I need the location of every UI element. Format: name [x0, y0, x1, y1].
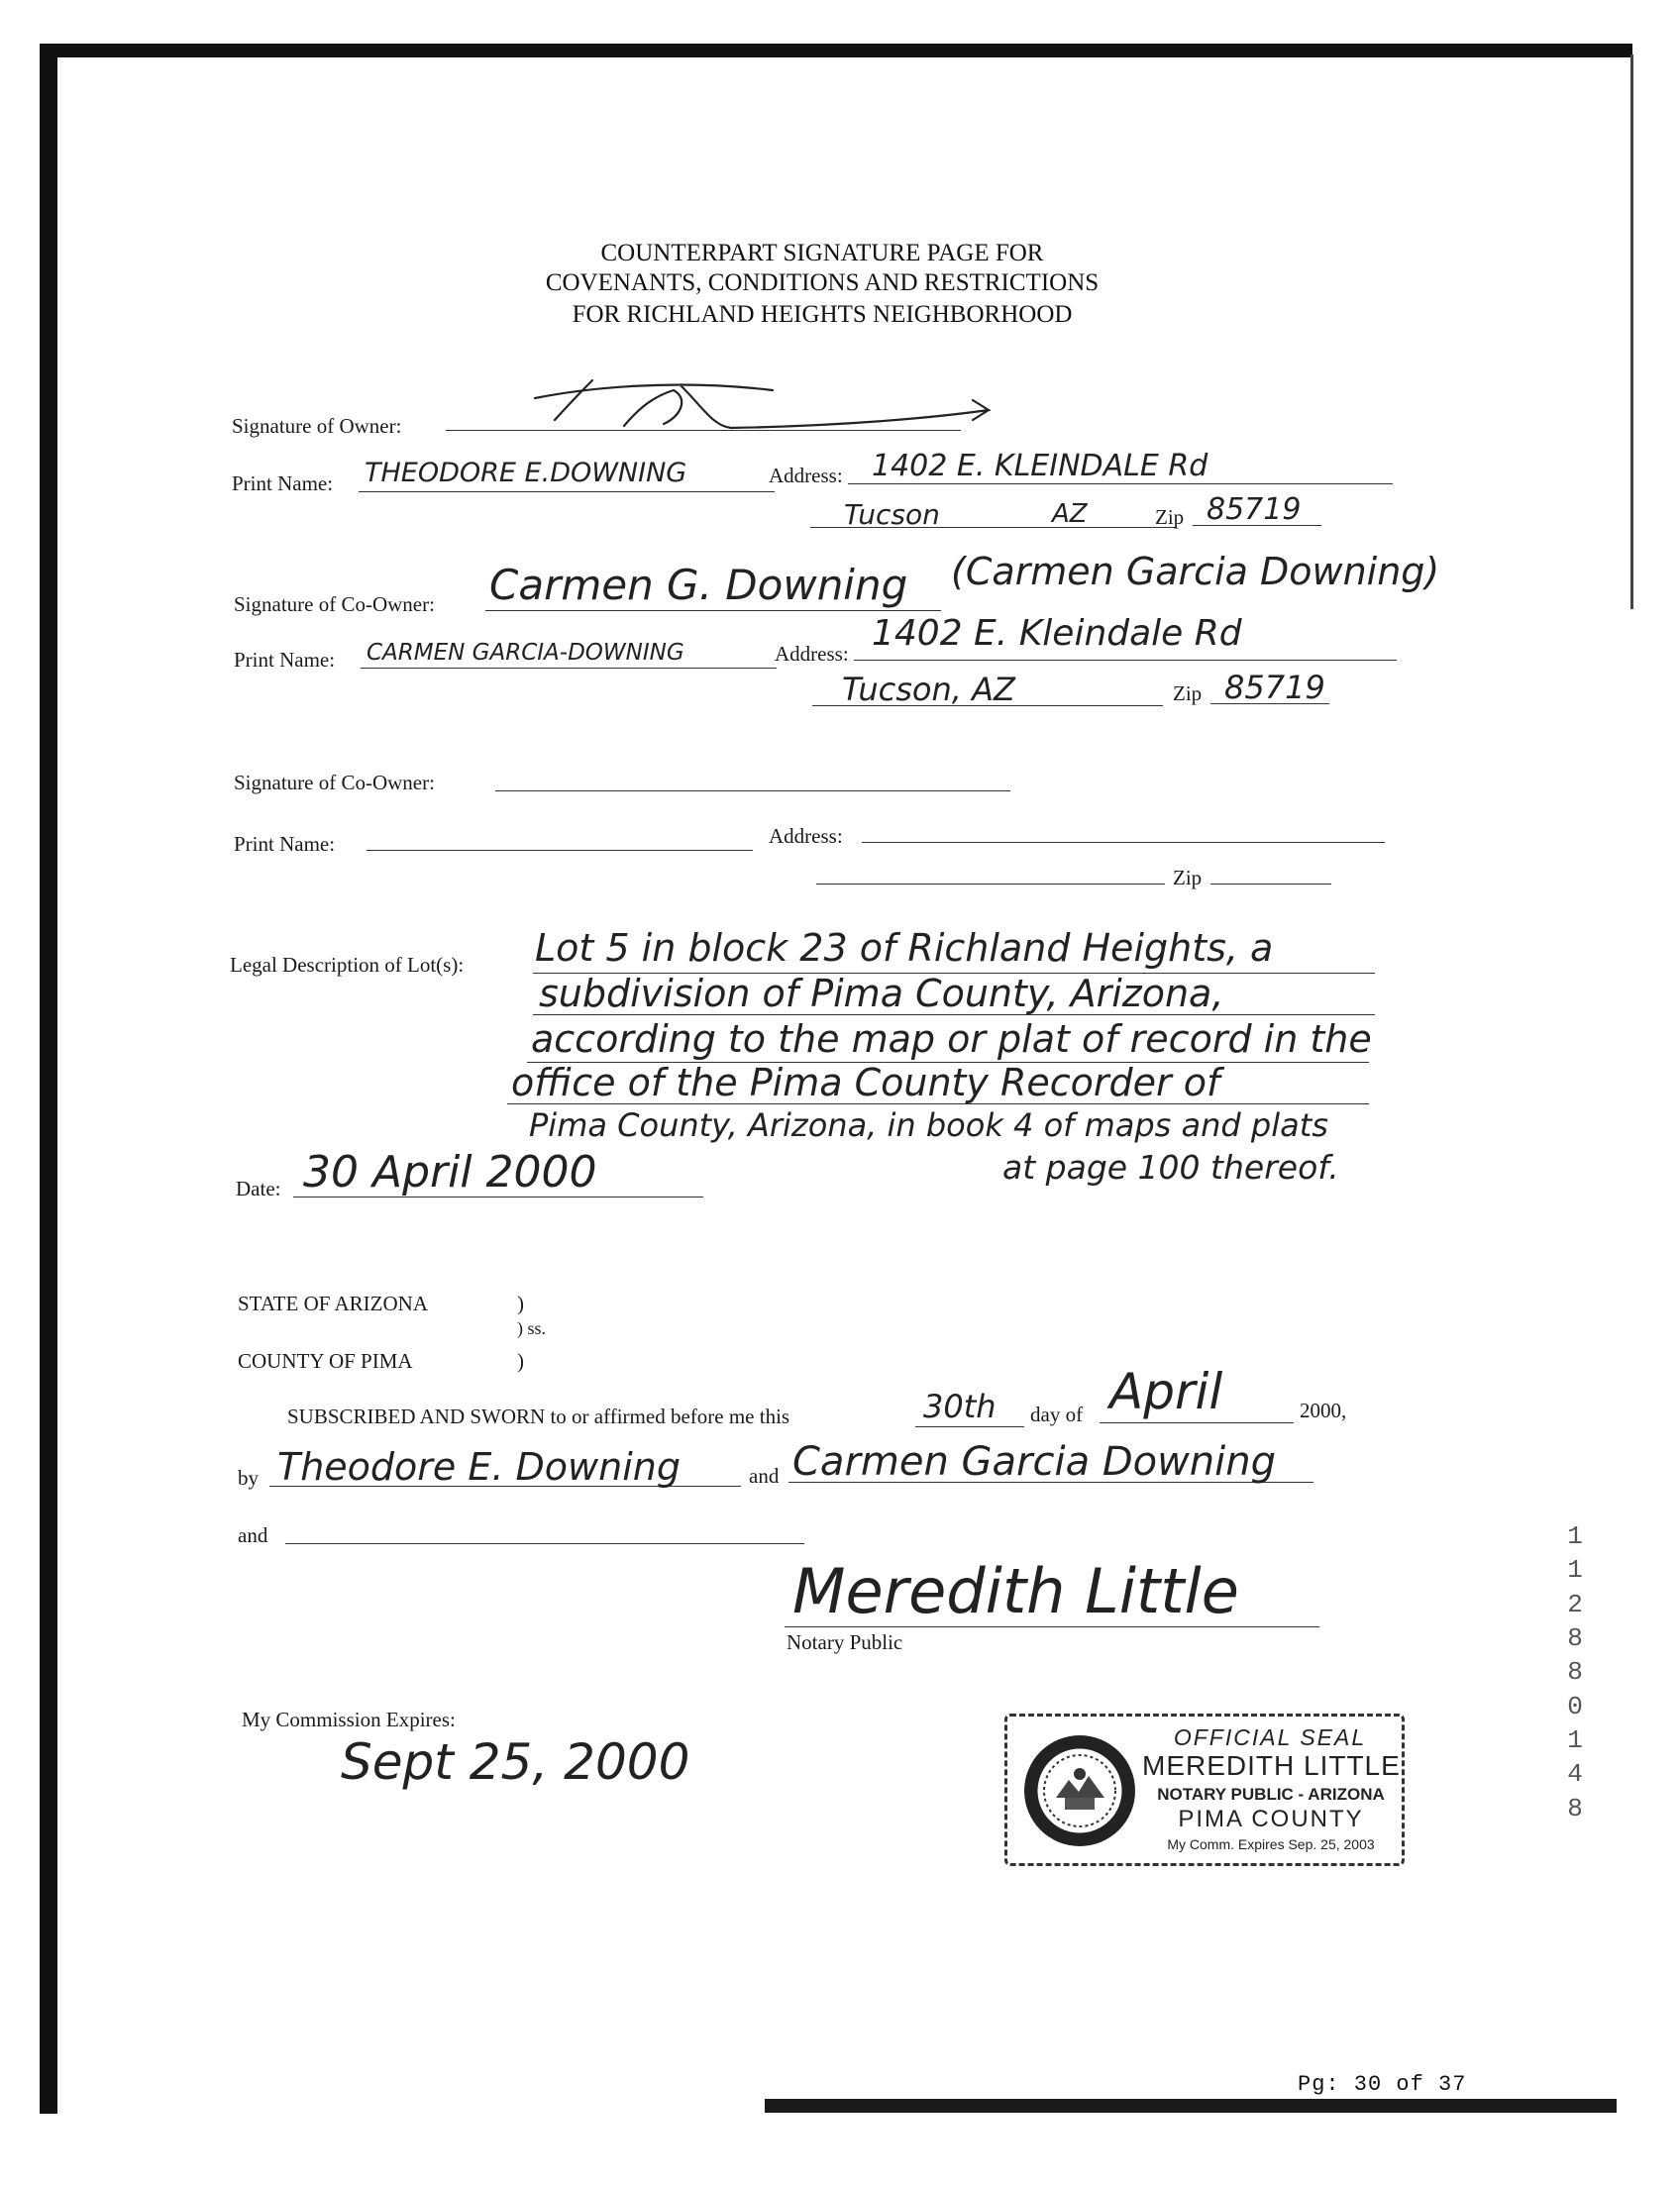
state-label: STATE OF ARIZONA	[238, 1292, 428, 1315]
co-owner-1-signature-label: Signature of Co-Owner:	[234, 592, 435, 616]
owner-address-line1: 1402 E. KLEINDALE Rd	[872, 449, 1208, 483]
co-owner-2-print-name-label: Print Name:	[234, 832, 336, 856]
date-label: Date:	[236, 1177, 281, 1200]
owner-signature-label: Signature of Owner:	[232, 414, 402, 438]
legal-line-6: at page 100 thereof.	[1002, 1148, 1339, 1187]
owner-address-label: Address:	[769, 464, 843, 487]
scan-border-bottom	[765, 2099, 1617, 2113]
legal-line-4: office of the Pima County Recorder of	[511, 1061, 1220, 1104]
seal-line-4: PIMA COUNTY	[1178, 1806, 1364, 1832]
page-number: Pg: 30 of 37	[1298, 2072, 1467, 2097]
owner-signature	[515, 368, 991, 438]
by-name-1: Theodore E. Downing	[277, 1445, 681, 1489]
owner-zip: 85719	[1207, 492, 1302, 527]
seal-line-1: OFFICIAL SEAL	[1173, 1724, 1367, 1750]
scan-border-left	[40, 44, 57, 2114]
co-owner-1-print-name: CARMEN GARCIA-DOWNING	[367, 640, 684, 666]
legal-line-5: Pima County, Arizona, in book 4 of maps and plats	[529, 1106, 1328, 1144]
co-owner-1-city-state: Tucson, AZ	[842, 671, 1015, 708]
co-owner-1-address-line1: 1402 E. Kleindale Rd	[872, 613, 1242, 654]
ss-label: ) ss.	[517, 1318, 547, 1338]
co-owner-1-signature-note: (Carmen Garcia Downing)	[951, 550, 1440, 593]
scan-border-top	[55, 44, 1632, 57]
by-and-label: and	[749, 1464, 780, 1488]
legal-description-label: Legal Description of Lot(s):	[230, 953, 465, 977]
seal-line-2: MEREDITH LITTLE	[1142, 1750, 1401, 1781]
seal-line-3: NOTARY PUBLIC - ARIZONA	[1157, 1785, 1385, 1804]
state-seal-icon	[1021, 1732, 1138, 1849]
official-seal	[1004, 1714, 1405, 1866]
co-owner-1-print-name-label: Print Name:	[234, 648, 336, 672]
title-line-3: FOR RICHLAND HEIGHTS NEIGHBORHOOD	[572, 301, 1073, 328]
recording-number: 11288 0148	[1567, 1521, 1583, 1823]
owner-city: Tucson	[844, 498, 940, 531]
legal-line-3: according to the map or plat of record in the	[531, 1017, 1372, 1061]
owner-print-name-label: Print Name:	[232, 471, 334, 495]
county-label: COUNTY OF PIMA	[238, 1349, 413, 1373]
and-label: and	[238, 1523, 268, 1547]
legal-line-1: Lot 5 in block 23 of Richland Heights, a	[535, 926, 1274, 970]
by-label: by	[238, 1466, 259, 1490]
notary-signature: Meredith Little	[792, 1555, 1239, 1627]
by-name-2: Carmen Garcia Downing	[792, 1439, 1277, 1485]
county-paren: )	[517, 1349, 524, 1373]
title-line-1: COUNTERPART SIGNATURE PAGE FOR	[600, 240, 1044, 266]
legal-line-2: subdivision of Pima County, Arizona,	[539, 972, 1224, 1015]
day-of-label: day of	[1030, 1403, 1084, 1426]
scan-border-right	[1630, 54, 1633, 609]
notary-public-label: Notary Public	[787, 1630, 903, 1654]
sworn-month: April	[1109, 1363, 1223, 1420]
owner-zip-label: Zip	[1155, 505, 1185, 529]
commission-label: My Commission Expires:	[242, 1708, 456, 1731]
co-owner-2-address-label: Address:	[769, 824, 843, 848]
owner-print-name: THEODORE E.DOWNING	[365, 458, 687, 488]
co-owner-1-zip-label: Zip	[1173, 681, 1203, 705]
state-paren: )	[517, 1292, 524, 1315]
commission-value: Sept 25, 2000	[341, 1733, 690, 1791]
sworn-text: SUBSCRIBED AND SWORN to or affirmed before me this	[287, 1405, 790, 1428]
co-owner-2-signature-label: Signature of Co-Owner:	[234, 771, 435, 794]
sworn-year: 2000,	[1300, 1399, 1347, 1422]
co-owner-1-signature: Carmen G. Downing	[489, 561, 908, 609]
date-value: 30 April 2000	[303, 1147, 597, 1198]
co-owner-1-address-label: Address:	[775, 642, 849, 666]
co-owner-1-zip: 85719	[1224, 669, 1325, 706]
title-line-2: COVENANTS, CONDITIONS AND RESTRICTIONS	[545, 269, 1100, 296]
owner-state: AZ	[1052, 499, 1088, 529]
seal-line-5: My Comm. Expires Sep. 25, 2003	[1167, 1836, 1375, 1852]
co-owner-2-zip-label: Zip	[1173, 866, 1203, 889]
sworn-day: 30th	[923, 1388, 997, 1425]
